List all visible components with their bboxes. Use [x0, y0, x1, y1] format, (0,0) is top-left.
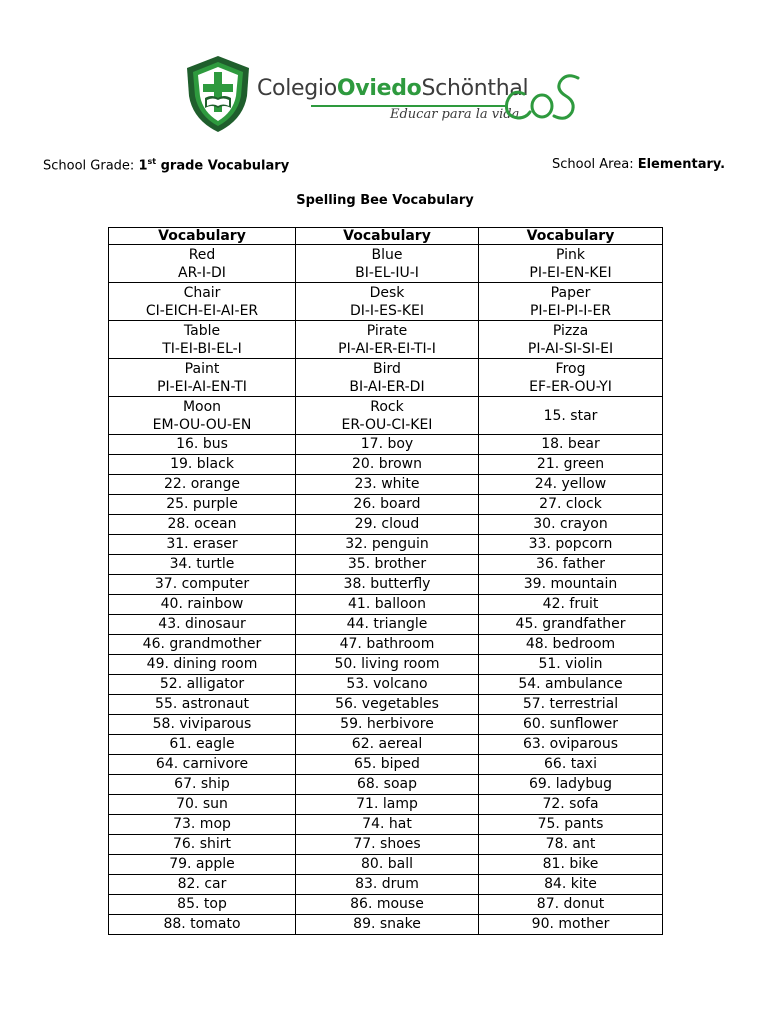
vocab-cell [109, 397, 296, 435]
vocab-cell: 33. popcorn [479, 535, 663, 555]
vocab-cell: 55. astronaut [109, 695, 296, 715]
vocab-cell: 27. clock [479, 495, 663, 515]
vocab-spelling: PI-AI-SI-SI-EI [527, 340, 614, 357]
vocab-word: Pink [555, 246, 585, 263]
column-header: Vocabulary [109, 228, 296, 245]
vocab-cell [479, 245, 663, 283]
vocab-cell: 74. hat [296, 815, 479, 835]
table-row [109, 655, 663, 675]
vocab-cell: 59. herbivore [296, 715, 479, 735]
vocab-cell: 22. orange [109, 475, 296, 495]
vocab-spelling: TI-EI-BI-EL-I [162, 340, 242, 357]
table-row [109, 515, 663, 535]
vocab-word: Rock [370, 398, 404, 415]
vocab-spelling: PI-AI-ER-EI-TI-I [338, 340, 436, 357]
vocab-cell: 28. ocean [109, 515, 296, 535]
document-title: Spelling Bee Vocabulary [296, 193, 474, 208]
vocab-cell: 52. alligator [109, 675, 296, 695]
vocab-cell: 44. triangle [296, 615, 479, 635]
vocab-cell: 69. ladybug [479, 775, 663, 795]
vocab-cell: 87. donut [479, 895, 663, 915]
vocab-cell: 37. computer [109, 575, 296, 595]
vocab-cell: 24. yellow [479, 475, 663, 495]
vocab-cell: 79. apple [109, 855, 296, 875]
vocab-cell: 88. tomato [109, 915, 296, 935]
table-row [109, 635, 663, 655]
vocab-cell [479, 283, 663, 321]
vocab-cell: 78. ant [479, 835, 663, 855]
vocab-spelling: EM-OU-OU-EN [152, 416, 252, 433]
vocab-cell [479, 321, 663, 359]
vocab-cell: 40. rainbow [109, 595, 296, 615]
vocab-cell: 85. top [109, 895, 296, 915]
vocab-cell [479, 397, 663, 435]
vocabulary-table [108, 227, 663, 935]
vocab-word: Desk [369, 284, 405, 301]
area-value: Elementary. [637, 157, 726, 172]
table-row [109, 695, 663, 715]
vocab-spelling: BI-AI-ER-DI [349, 378, 425, 395]
vocab-cell: 20. brown [296, 455, 479, 475]
vocab-cell: 80. ball [296, 855, 479, 875]
vocab-cell: 32. penguin [296, 535, 479, 555]
vocab-cell: 51. violin [479, 655, 663, 675]
vocab-spelling: DI-I-ES-KEI [349, 302, 425, 319]
vocab-word: Table [183, 322, 221, 339]
vocab-cell: 41. balloon [296, 595, 479, 615]
table-row [109, 475, 663, 495]
table-row [109, 735, 663, 755]
vocab-cell: 34. turtle [109, 555, 296, 575]
vocab-cell: 16. bus [109, 435, 296, 455]
vocab-cell: 50. living room [296, 655, 479, 675]
vocab-cell: 49. dining room [109, 655, 296, 675]
vocab-cell: 42. fruit [479, 595, 663, 615]
vocab-word: Paint [184, 360, 220, 377]
vocab-spelling: PI-EI-AI-EN-TI [157, 378, 247, 395]
grade-label: School Grade: [43, 158, 139, 174]
brand-colegio: Colegio [257, 76, 337, 101]
vocab-cell: 73. mop [109, 815, 296, 835]
vocab-cell: 67. ship [109, 775, 296, 795]
vocab-spelling: EF-ER-OU-YI [529, 378, 612, 395]
vocab-cell: 39. mountain [479, 575, 663, 595]
vocab-cell: 82. car [109, 875, 296, 895]
vocab-cell: 45. grandfather [479, 615, 663, 635]
vocab-cell: 30. crayon [479, 515, 663, 535]
vocab-cell [109, 245, 296, 283]
vocab-cell: 68. soap [296, 775, 479, 795]
vocab-cell [479, 359, 663, 397]
vocab-cell: 60. sunflower [479, 715, 663, 735]
grade-value: grade Vocabulary [156, 158, 290, 174]
column-header: Vocabulary [479, 228, 663, 245]
vocabulary-table-head [109, 228, 663, 245]
table-row [109, 715, 663, 735]
vocab-word: Chair [183, 284, 221, 301]
table-row [109, 397, 663, 435]
vocab-cell: 77. shoes [296, 835, 479, 855]
table-row [109, 835, 663, 855]
vocab-cell: 26. board [296, 495, 479, 515]
table-row [109, 675, 663, 695]
vocab-cell: 83. drum [296, 875, 479, 895]
vocab-cell: 57. terrestrial [479, 695, 663, 715]
vocabulary-table-body [109, 245, 663, 935]
vocab-spelling: AR-I-DI [178, 264, 226, 281]
area-label: School Area: [552, 157, 638, 172]
table-row [109, 535, 663, 555]
vocab-cell: 23. white [296, 475, 479, 495]
school-shield-logo-icon [185, 54, 251, 134]
table-row [109, 795, 663, 815]
table-row [109, 245, 663, 283]
school-header [0, 52, 768, 136]
vocab-cell [109, 321, 296, 359]
vocab-cell: 25. purple [109, 495, 296, 515]
vocab-cell: 36. father [479, 555, 663, 575]
table-row [109, 755, 663, 775]
table-row [109, 915, 663, 935]
table-row [109, 455, 663, 475]
vocab-cell: 75. pants [479, 815, 663, 835]
table-row [109, 555, 663, 575]
vocab-word: Frog [555, 360, 586, 377]
vocab-cell [296, 245, 479, 283]
table-row [109, 615, 663, 635]
vocab-cell: 38. butterfly [296, 575, 479, 595]
vocab-spelling: BI-EL-IU-I [355, 264, 419, 281]
table-row [109, 575, 663, 595]
vocab-cell: 71. lamp [296, 795, 479, 815]
vocab-cell: 65. biped [296, 755, 479, 775]
school-area-line [552, 157, 725, 172]
vocab-cell: 84. kite [479, 875, 663, 895]
vocab-cell: 35. brother [296, 555, 479, 575]
brand-schonthal: Schönthal [421, 76, 529, 101]
cos-monogram-logo [502, 68, 584, 128]
vocab-cell: 86. mouse [296, 895, 479, 915]
brand-oviedo: Oviedo [336, 76, 422, 101]
vocab-cell: 47. bathroom [296, 635, 479, 655]
table-row [109, 595, 663, 615]
vocab-word: Moon [182, 398, 222, 415]
vocab-word: Red [188, 246, 216, 263]
column-header: Vocabulary [296, 228, 479, 245]
vocab-word: Paper [550, 284, 591, 301]
vocab-spelling: ER-OU-CI-KEI [341, 416, 433, 433]
grade-number: 1 [138, 158, 148, 174]
vocab-cell: 90. mother [479, 915, 663, 935]
vocab-cell: 64. carnivore [109, 755, 296, 775]
vocab-word: Pirate [366, 322, 408, 339]
vocab-spelling: CI-EICH-EI-AI-ER [145, 302, 259, 319]
vocab-cell: 21. green [479, 455, 663, 475]
vocab-cell: 29. cloud [296, 515, 479, 535]
vocab-word: 15. star [543, 407, 598, 424]
vocab-word: Pizza [552, 322, 589, 339]
vocab-cell: 58. viviparous [109, 715, 296, 735]
table-row [109, 855, 663, 875]
vocab-cell [296, 359, 479, 397]
school-brand-name [257, 76, 529, 122]
vocab-spelling: PI-EI-EN-KEI [529, 264, 612, 281]
vocab-cell [296, 283, 479, 321]
vocab-cell: 18. bear [479, 435, 663, 455]
brand-tagline: Educar para la vida [390, 107, 520, 122]
table-row [109, 359, 663, 397]
vocab-cell: 63. oviparous [479, 735, 663, 755]
vocab-cell: 72. sofa [479, 795, 663, 815]
table-row [109, 283, 663, 321]
vocab-cell: 89. snake [296, 915, 479, 935]
vocab-cell: 17. boy [296, 435, 479, 455]
vocab-cell: 61. eagle [109, 735, 296, 755]
vocab-cell: 66. taxi [479, 755, 663, 775]
vocab-cell: 76. shirt [109, 835, 296, 855]
table-row [109, 321, 663, 359]
header-row [109, 228, 663, 245]
vocab-cell: 19. black [109, 455, 296, 475]
vocab-cell [296, 321, 479, 359]
vocab-cell: 62. aereal [296, 735, 479, 755]
vocab-word: Bird [373, 360, 401, 377]
vocab-cell [109, 359, 296, 397]
table-row [109, 775, 663, 795]
vocab-word: Blue [371, 246, 403, 263]
vocab-cell: 54. ambulance [479, 675, 663, 695]
table-row [109, 875, 663, 895]
vocab-cell: 53. volcano [296, 675, 479, 695]
table-row [109, 815, 663, 835]
vocab-cell: 81. bike [479, 855, 663, 875]
vocab-cell [109, 283, 296, 321]
vocab-cell: 46. grandmother [109, 635, 296, 655]
vocab-cell: 43. dinosaur [109, 615, 296, 635]
table-row [109, 895, 663, 915]
table-row [109, 495, 663, 515]
grade-suffix: st [147, 157, 157, 166]
school-grade-line [43, 157, 289, 173]
vocab-cell: 48. bedroom [479, 635, 663, 655]
vocab-cell: 56. vegetables [296, 695, 479, 715]
table-row [109, 435, 663, 455]
vocab-spelling: PI-EI-PI-I-ER [529, 302, 612, 319]
vocab-cell [296, 397, 479, 435]
vocab-cell: 31. eraser [109, 535, 296, 555]
vocab-cell: 70. sun [109, 795, 296, 815]
